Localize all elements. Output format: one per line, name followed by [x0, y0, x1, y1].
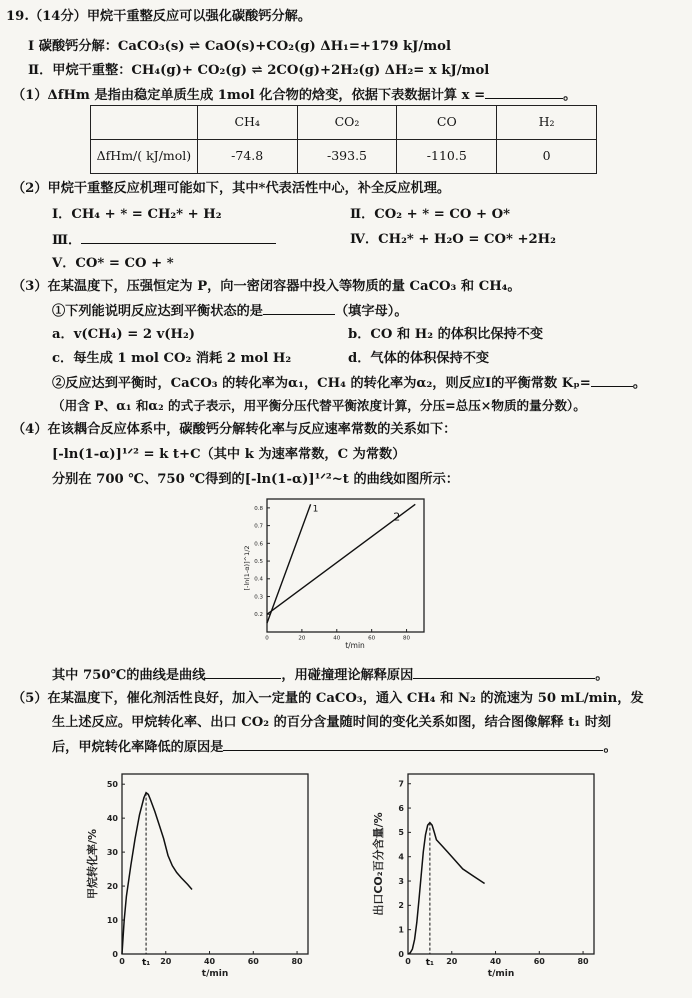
x-tick-label: 20: [298, 635, 306, 642]
y-tick-label: 30: [106, 847, 118, 857]
part4-formula: [-ln(1-α)]¹ᐟ² = k t+C（其中 k 为速率常数，C 为常数）: [52, 447, 406, 462]
co2-content-chart: [366, 768, 606, 982]
y-tick-label: 1: [398, 925, 404, 935]
part3-note: （用含 P、α₁ 和α₂ 的式子表示，用平衡分压代替平衡浓度计算，分压=总压×物质的量分数）。: [52, 398, 586, 413]
curve-1-label: 1: [312, 504, 319, 515]
y-tick-label: 20: [106, 881, 118, 891]
table-header-cell: CH₄: [197, 106, 297, 140]
x-tick-label: 40: [489, 957, 502, 966]
x-tick-label: 20: [160, 957, 172, 966]
part5-line1: （5）在某温度下，催化剂活性良好，加入一定量的 CaCO₃，通入 CH₄ 和 N₂ 的流速为 50 mL/min，发: [12, 691, 644, 706]
option-d: d．气体的体积保持不变: [348, 351, 490, 366]
answer-blank-q1[interactable]: [263, 302, 335, 315]
table-row: [91, 140, 597, 174]
table-header-cell: CO₂: [297, 106, 397, 140]
y-tick-label: 7: [398, 779, 404, 789]
answer-blank-step3[interactable]: [81, 231, 276, 244]
option-a: a．v(CH₄) = 2 v(H₂): [52, 327, 195, 342]
rate-constant-chart: [238, 496, 428, 662]
co2-curve: [408, 823, 485, 954]
mechanism-step-1: Ⅰ．CH₄ + * = CH₂* + H₂: [52, 207, 222, 222]
part4-text: （4）在该耦合反应体系中，碳酸钙分解转化率与反应速率常数的关系如下：: [12, 422, 457, 437]
part2-text: （2）甲烷干重整反应机理可能如下，其中*代表活性中心，补全反应机理。: [12, 181, 451, 196]
x-tick-label: 20: [446, 957, 458, 966]
y-tick-label: 4: [398, 852, 404, 862]
y-axis-label: 出口CO₂百分含量/%: [372, 812, 385, 916]
y-tick-label: 0.2: [254, 612, 263, 619]
x-tick-label: 80: [577, 957, 589, 966]
table-header-row: [91, 106, 597, 140]
methane-conversion-chart: [80, 768, 320, 982]
plot-frame: [267, 499, 424, 632]
x-tick-label: 0: [405, 957, 411, 966]
y-tick-label: 0.8: [254, 505, 263, 512]
table-header-cell: [91, 106, 198, 140]
table-cell: 0: [497, 140, 597, 174]
question-header: 19.（14分）甲烷干重整反应可以强化碳酸钙分解。: [6, 9, 312, 24]
y-tick-label: 3: [398, 876, 404, 886]
answer-blank-curve[interactable]: [205, 666, 281, 679]
part3-q1: ①下列能说明反应达到平衡状态的是 （填字母）。: [52, 302, 408, 321]
y-tick-label: 0.7: [254, 523, 263, 530]
conversion-curve: [122, 793, 192, 954]
y-axis-label: [-ln(1-α)]^1/2: [243, 545, 251, 591]
table-cell: -393.5: [297, 140, 397, 174]
table-header-cell: CO: [397, 106, 497, 140]
y-tick-label: 40: [106, 813, 118, 823]
mechanism-step-5: Ⅴ．CO* = CO + *: [52, 256, 174, 271]
part3-q2: ②反应达到平衡时，CaCO₃ 的转化率为α₁，CH₄ 的转化率为α₂，则反应Ⅰ的平衡常数 Kₚ= 。: [52, 374, 646, 393]
part1-prompt: （1）ΔfHm 是指由稳定单质生成 1mol 化合物的焓变，依据下表数据计算 x =: [12, 88, 486, 104]
x-tick-label: 40: [333, 635, 341, 642]
enthalpy-table: [90, 105, 597, 174]
y-tick-label: 2: [398, 901, 404, 911]
table-cell: -110.5: [397, 140, 497, 174]
y-axis-label: 甲烷转化率/%: [86, 828, 99, 900]
part1-text: （1）ΔfHm 是指由稳定单质生成 1mol 化合物的焓变，依据下表数据计算 x = 。: [12, 86, 576, 105]
y-tick-label: 10: [106, 915, 118, 925]
answer-blank-kp[interactable]: [591, 374, 633, 387]
x-axis-label: t/min: [487, 969, 515, 979]
y-tick-label: 0.5: [254, 558, 263, 565]
table-header-cell: H₂: [497, 106, 597, 140]
x-tick-label: 40: [203, 957, 216, 966]
y-tick-label: 0.3: [254, 594, 263, 601]
x-axis-label: t/min: [345, 641, 365, 650]
mechanism-step-3: Ⅲ．: [52, 231, 276, 250]
y-tick-label: 50: [106, 779, 118, 789]
reaction-1: Ⅰ 碳酸钙分解：CaCO₃(s) ⇌ CaO(s)+CO₂(g) ΔH₁=+179 kJ/mol: [28, 39, 451, 54]
y-tick-label: 0: [398, 949, 404, 959]
part3-text: （3）在某温度下，压强恒定为 P，向一密闭容器中投入等物质的量 CaCO₃ 和 CH₄。: [12, 279, 521, 294]
answer-blank-reason5[interactable]: [223, 738, 603, 751]
answer-blank-x[interactable]: [485, 86, 563, 99]
x-tick-label: 60: [533, 957, 545, 966]
option-b: b．CO 和 H₂ 的体积比保持不变: [348, 327, 544, 342]
curve-1: [267, 504, 311, 623]
t1-label: t₁: [141, 958, 151, 968]
plot-frame: [122, 774, 308, 954]
table-row-label: ΔfHm/( kJ/mol): [91, 140, 198, 174]
y-tick-label: 5: [398, 828, 404, 838]
answer-blank-reason[interactable]: [413, 666, 595, 679]
part4-answer: 其中 750℃的曲线是曲线 ，用碰撞理论解释原因 。: [52, 666, 608, 685]
y-tick-label: 0.4: [254, 576, 263, 583]
x-tick-label: 80: [403, 635, 411, 642]
mechanism-step-4: Ⅳ．CH₂* + H₂O = CO* +2H₂: [350, 232, 556, 247]
y-tick-label: 0: [112, 949, 118, 959]
part5-line3: 后，甲烷转化率降低的原因是 。: [52, 738, 617, 757]
plot-frame: [408, 774, 594, 954]
reaction-2: Ⅱ．甲烷干重整：CH₄(g)+ CO₂(g) ⇌ 2CO(g)+2H₂(g) ΔH₂= x kJ/mol: [28, 63, 490, 78]
curve-2-label: 2: [393, 510, 401, 524]
x-tick-label: 80: [291, 957, 303, 966]
option-c: c．每生成 1 mol CO₂ 消耗 2 mol H₂: [52, 351, 292, 366]
mechanism-step-2: Ⅱ．CO₂ + * = CO + O*: [350, 207, 511, 222]
x-tick-label: 60: [368, 635, 376, 642]
t1-label: t₁: [425, 958, 435, 968]
y-tick-label: 0.6: [254, 541, 263, 548]
table-cell: -74.8: [197, 140, 297, 174]
part5-line2: 生上述反应。甲烷转化率、出口 CO₂ 的百分含量随时间的变化关系如图，结合图像解释 t₁ 时刻: [52, 715, 612, 730]
y-tick-label: 6: [398, 803, 404, 813]
x-axis-label: t/min: [201, 969, 229, 979]
x-tick-label: 0: [265, 635, 269, 642]
x-tick-label: 0: [119, 957, 125, 966]
part4-desc: 分别在 700 ℃、750 ℃得到的[-ln(1-α)]¹ᐟ²~t 的曲线如图所示：: [52, 472, 459, 487]
x-tick-label: 60: [247, 957, 259, 966]
